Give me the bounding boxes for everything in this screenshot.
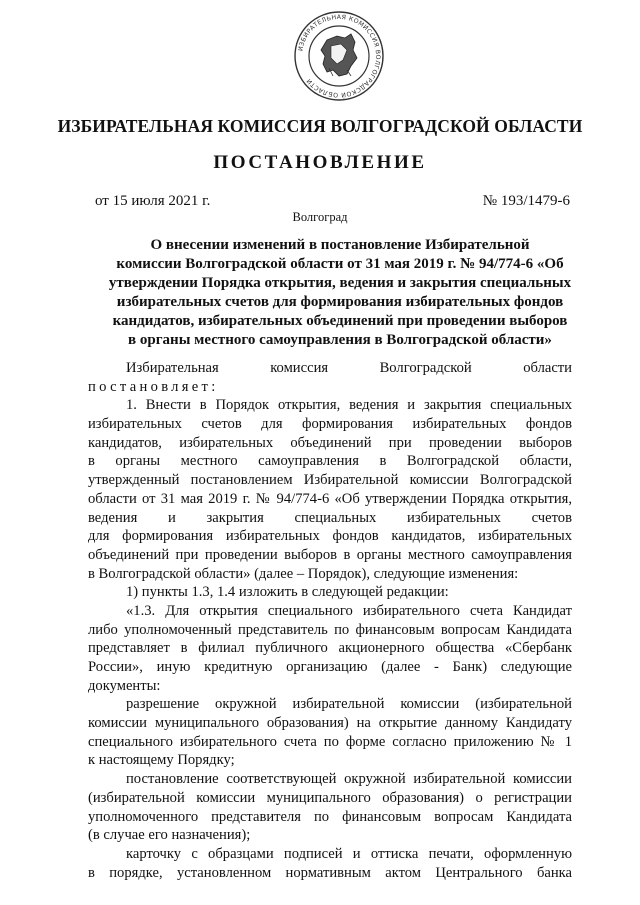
title-line: в органы местного самоуправления в Волгоградской области»	[128, 332, 552, 348]
document-date: от 15 июля 2021 г.	[95, 193, 211, 209]
body-line: (в случае его назначения);	[88, 827, 251, 844]
title-line: О внесении изменений в постановление Избирательной	[150, 237, 530, 253]
body-line: (избирательной комиссии муниципального образования) о регистрации	[88, 789, 572, 806]
body-line: 1) пункты 1.3, 1.4 изложить в следующей редакции:	[126, 584, 449, 601]
body-line: комиссии муниципального образования) на открытие данному Кандидату	[88, 715, 572, 732]
body-line: избирательных счетов для формирования избирательных фондов	[88, 416, 572, 433]
body-line: уполномоченного представителя по финансовым вопросам Кандидата	[88, 808, 572, 825]
emblem-seal-graphic	[293, 10, 385, 102]
document-title	[100, 236, 580, 350]
body-line: специального избирательного счета по форме согласно приложению № 1	[88, 733, 572, 750]
emblem-seal-icon	[293, 10, 385, 102]
body-line: в Волгоградской области» (далее – Порядок), следующие изменения:	[88, 565, 519, 582]
body-line: разрешение окружной избирательной комиссии (избирательной	[126, 696, 572, 713]
document-city: Волгоград	[292, 210, 348, 224]
title-line: кандидатов, избирательных объединений при проведении выборов	[112, 313, 568, 329]
body-line: документы:	[88, 677, 161, 694]
body-line: объединений при проведении выборов в органы местного самоуправления	[88, 546, 572, 563]
body-line: ведения и закрытия специальных избирательных счетов	[88, 509, 572, 526]
body-line: постановление соответствующей окружной избирательной комиссии	[126, 771, 572, 788]
body-line: либо уполномоченный представитель по финансовым вопросам Кандидата	[88, 621, 572, 638]
body-line: в органы местного самоуправления в Волгоградской области,	[88, 453, 572, 470]
body-line: утвержденный постановлением Избирательной комиссии Волгоградской	[88, 472, 572, 489]
body-line: представляет в филиал публичного акционерного общества «Сбербанк	[88, 640, 572, 657]
document-body	[88, 359, 572, 882]
body-line: постановляет:	[88, 378, 219, 395]
body-line: Избирательная комиссия Волгоградской области	[126, 360, 572, 376]
body-line: кандидатов, избирательных объединений при проведении выборов	[88, 434, 572, 451]
commission-name: ИЗБИРАТЕЛЬНАЯ КОМИССИЯ ВОЛГОГРАДСКОЙ ОБЛАСТИ	[57, 116, 583, 136]
document-type: ПОСТАНОВЛЕНИЕ	[213, 152, 427, 173]
body-line: для формирования избирательных фондов кандидатов, избирательных	[88, 528, 572, 545]
body-line: 1. Внести в Порядок открытия, ведения и закрытия специальных	[126, 397, 572, 414]
body-line: в порядке, установленном нормативным актом Центрального банка	[88, 864, 572, 881]
body-line: России», иную кредитную организацию (далее - Банк) следующие	[88, 659, 572, 675]
title-line: избирательных счетов для формирования избирательных фондов	[116, 294, 564, 310]
emblem-ring-text: ИЗБИРАТЕЛЬНАЯ КОМИССИЯ ВОЛГОГРАДСКОЙ ОБЛАСТИ	[297, 13, 382, 99]
document-number: № 193/1479-6	[482, 193, 570, 209]
body-line: «1.3. Для открытия специального избирательного счета Кандидат	[126, 602, 572, 619]
body-line: карточку с образцами подписей и оттиска печати, оформленную	[126, 845, 572, 862]
body-line: к настоящему Порядку;	[88, 752, 235, 769]
body-line: области от 31 мая 2019 г. № 94/774-6 «Об утверждении Порядка открытия,	[88, 490, 572, 507]
title-line: комиссии Волгоградской области от 31 мая 2019 г. № 94/774-6 «Об	[116, 256, 564, 272]
title-line: утверждении Порядка открытия, ведения и закрытия специальных	[108, 275, 572, 291]
